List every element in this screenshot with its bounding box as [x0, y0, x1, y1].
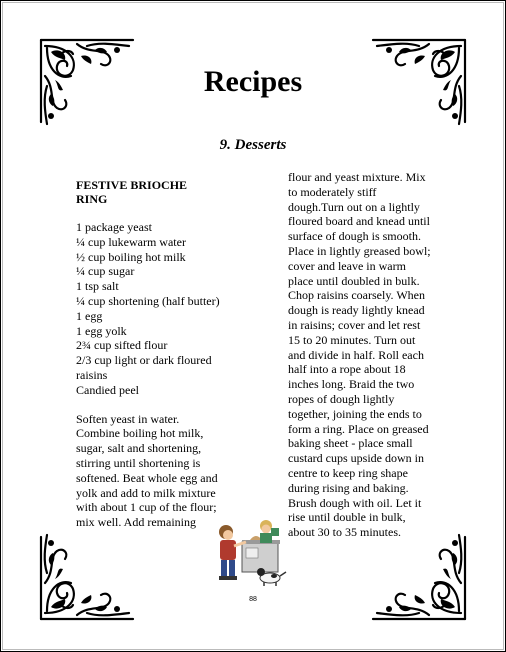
method-line: in raisins; cover and let rest — [288, 317, 421, 332]
ingredient: 1 egg yolk — [76, 323, 127, 338]
method-line: with about 1 cup of the flour; — [76, 500, 217, 515]
recipe-title-line: RING — [76, 192, 108, 206]
ingredient-list — [76, 220, 272, 398]
method-line: sugar, salt and shortening, — [76, 441, 202, 456]
method-text-left — [76, 412, 272, 530]
ingredient: raisins — [76, 367, 108, 382]
method-line: Brush dough with oil. Let it — [288, 495, 422, 510]
method-line: ropes of dough lightly — [288, 391, 395, 406]
ingredient: 1 package yeast — [76, 220, 152, 234]
method-line: Soften yeast in water. — [76, 411, 180, 426]
corner-ornament-bottom-left — [37, 531, 137, 623]
ingredient: 2¾ cup sifted flour — [76, 338, 168, 353]
corner-ornament-bottom-right — [369, 531, 469, 623]
page-number: 88 — [249, 596, 257, 603]
method-line: flour and yeast mixture. Mix — [288, 170, 426, 184]
method-line: during rising and baking. — [288, 480, 409, 495]
method-line: Chop raisins coarsely. When — [288, 288, 425, 303]
method-line: baking sheet - place small — [288, 436, 413, 451]
method-line: inches long. Braid the two — [288, 377, 415, 392]
method-line: mix well. Add remaining — [76, 515, 196, 530]
method-line: cover and leave in warm — [288, 258, 406, 273]
kitchen-clipart — [212, 518, 294, 588]
method-line: custard cups upside down in — [288, 451, 424, 466]
method-line: half into a rope about 18 — [288, 362, 406, 377]
ingredient: Candied peel — [76, 382, 139, 397]
method-line: stirring until shortening is — [76, 455, 201, 470]
ingredient: 2/3 cup light or dark floured — [76, 353, 212, 368]
section-heading: 9. Desserts — [219, 137, 287, 153]
method-line: dough is ready lightly knead — [288, 303, 425, 318]
method-line: dough.Turn out on a lightly — [288, 199, 420, 214]
method-line: about 30 to 35 minutes. — [288, 525, 401, 540]
left-column — [76, 178, 272, 530]
method-line: softened. Beat whole egg and — [76, 470, 218, 485]
method-line: together, joining the ends to — [288, 406, 422, 421]
ingredient: ¼ cup shortening (half butter) — [76, 293, 220, 308]
recipe-title-line: FESTIVE BRIOCHE — [76, 178, 188, 192]
method-line: rise until double in bulk, — [288, 510, 406, 525]
recipe-title — [76, 178, 272, 206]
method-line: form a ring. Place on greased — [288, 421, 429, 436]
ingredient: ¼ cup sugar — [76, 264, 135, 279]
ingredient: 1 tsp salt — [76, 279, 119, 294]
page-title: Recipes — [203, 65, 303, 98]
method-line: 15 to 20 minutes. Turn out — [288, 332, 416, 347]
ingredient: 1 egg — [76, 308, 103, 323]
method-line: and divide in half. Roll each — [288, 347, 424, 362]
ingredient: ¼ cup lukewarm water — [76, 234, 186, 249]
ingredient: ½ cup boiling hot milk — [76, 249, 186, 264]
method-line: to moderately stiff — [288, 184, 377, 199]
right-column — [288, 170, 436, 540]
method-line: Place in lightly greased bowl; — [288, 243, 431, 258]
method-line: centre to keep ring shape — [288, 465, 408, 480]
method-line: Combine boiling hot milk, — [76, 426, 204, 441]
method-line: yolk and add to milk mixture — [76, 485, 216, 500]
method-line: place until doubled in bulk. — [288, 273, 420, 288]
method-line: floured board and knead until — [288, 214, 430, 229]
method-line: surface of dough is smooth. — [288, 229, 421, 244]
